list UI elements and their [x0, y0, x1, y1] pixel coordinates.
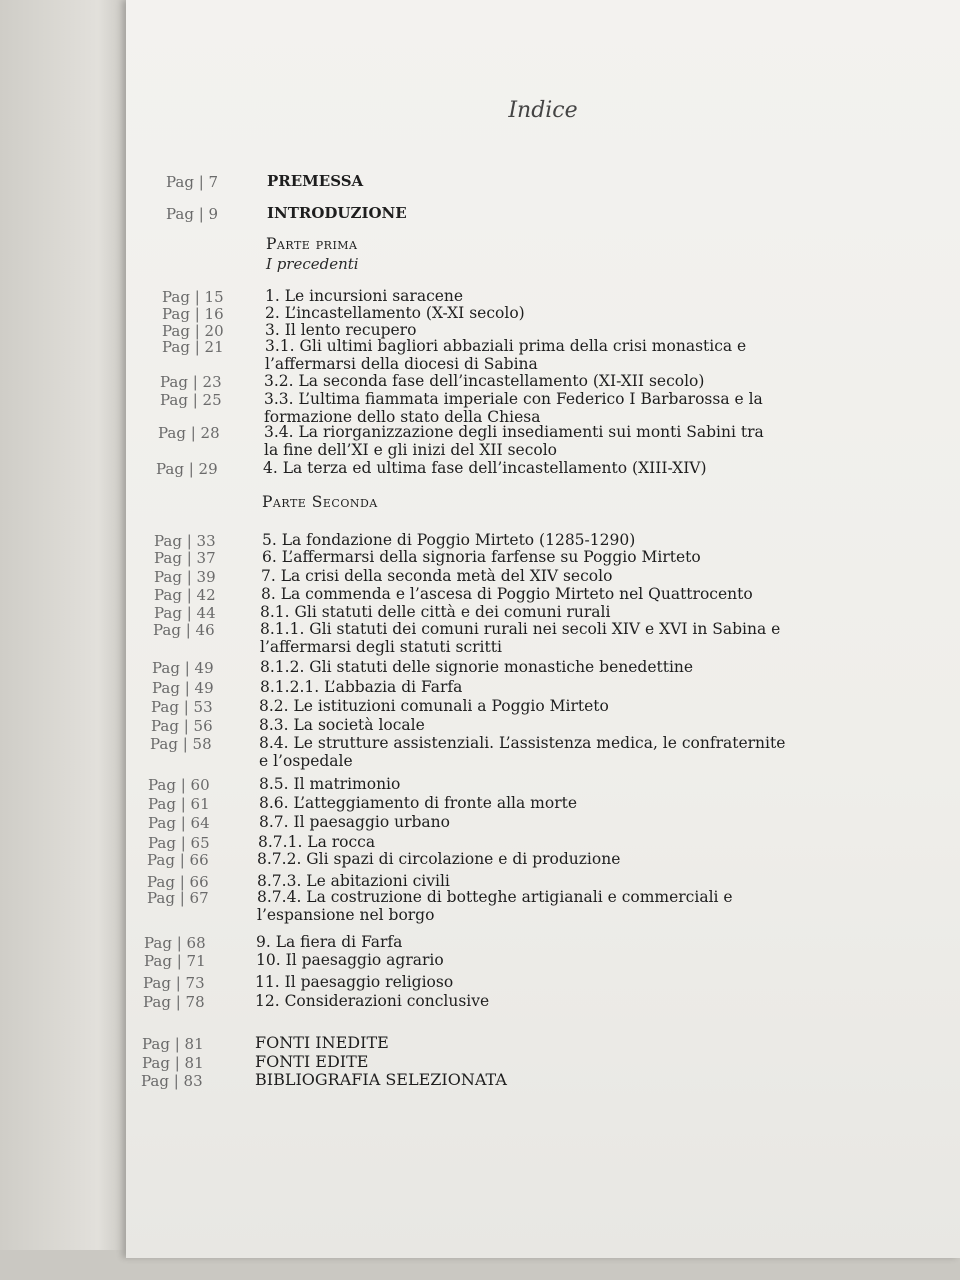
page-number: Pag | 44	[154, 604, 216, 622]
toc-entry	[265, 337, 746, 373]
toc-entry-line: 3.1. Gli ultimi bagliori abbaziali prima della crisi monastica e	[265, 337, 747, 355]
page-number: Pag | 7	[166, 173, 219, 191]
page-number: Pag | 25	[160, 391, 222, 409]
toc-entry-line: 11. Il paesaggio religioso	[255, 973, 454, 991]
toc-entry-line: 2. L’incastellamento (X-XI secolo)	[265, 304, 525, 322]
toc-entry	[255, 1053, 368, 1071]
toc-entry	[265, 287, 463, 305]
page-number: Pag | 81	[142, 1054, 204, 1072]
toc-entry-line: la fine dell’XI e gli inizi del XII secolo	[264, 441, 557, 459]
part-heading-prima: Parte prima	[266, 235, 358, 253]
toc-entry-line: 3.4. La riorganizzazione degli insediamenti sui monti Sabini tra	[264, 423, 764, 441]
toc-entry-line: 7. La crisi della seconda metà del XIV secolo	[261, 567, 613, 585]
toc-entry	[255, 992, 489, 1010]
toc-entry	[260, 603, 610, 621]
toc-entry	[261, 585, 753, 603]
toc-entry-line: 4. La terza ed ultima fase dell’incastellamento (XIII-XIV)	[263, 459, 707, 477]
part-subheading-prima: I precedenti	[266, 255, 359, 273]
toc-entry-line: 8.5. Il matrimonio	[259, 775, 401, 793]
page-number: Pag | 66	[147, 873, 209, 891]
page-number: Pag | 37	[154, 549, 216, 567]
toc-entry-line: e l’ospedale	[259, 752, 353, 770]
toc-entry-line: 8. La commenda e l’ascesa di Poggio Mirteto nel Quattrocento	[261, 585, 753, 603]
toc-entry-line: FONTI EDITE	[255, 1052, 369, 1071]
toc-entry	[255, 1071, 507, 1089]
toc-entry-line: 9. La fiera di Farfa	[256, 933, 403, 951]
toc-entry	[257, 888, 733, 924]
page-number: Pag | 73	[143, 974, 205, 992]
toc-entry	[267, 204, 407, 222]
toc-entry-line: 8.7.3. Le abitazioni civili	[257, 872, 450, 890]
toc-entry	[265, 304, 525, 322]
toc-entry-line: 3. Il lento recupero	[265, 321, 417, 339]
toc-entry-line: FONTI INEDITE	[255, 1033, 389, 1052]
page-number: Pag | 9	[166, 205, 219, 223]
page-number: Pag | 71	[144, 952, 206, 970]
toc-entry-line: PREMESSA	[267, 172, 364, 190]
page-number: Pag | 28	[158, 424, 220, 442]
toc-entry	[262, 548, 701, 566]
toc-entry	[264, 372, 704, 390]
toc-entry-line: 8.1.2. Gli statuti delle signorie monastiche benedettine	[260, 658, 694, 676]
toc-entry	[259, 716, 425, 734]
toc-entry-line: 8.1.2.1. L’abbazia di Farfa	[260, 678, 463, 696]
toc-entry	[259, 734, 785, 770]
page-number: Pag | 60	[148, 776, 210, 794]
toc-entry	[257, 850, 620, 868]
toc-entry	[262, 531, 635, 549]
page-number: Pag | 81	[142, 1035, 204, 1053]
page-number: Pag | 64	[148, 814, 210, 832]
toc-entry-line: 8.7.4. La costruzione di botteghe artigianali e commerciali e	[257, 888, 733, 906]
toc-entry-line: 8.4. Le strutture assistenziali. L’assistenza medica, le confraternite	[259, 734, 786, 752]
page-number: Pag | 53	[151, 698, 213, 716]
toc-entry	[259, 697, 609, 715]
page-number: Pag | 61	[148, 795, 210, 813]
page-number: Pag | 66	[147, 851, 209, 869]
page-number: Pag | 21	[162, 338, 224, 356]
toc-entry	[255, 973, 453, 991]
page-number: Pag | 33	[154, 532, 216, 550]
toc-entry-line: l’affermarsi della diocesi di Sabina	[265, 355, 538, 373]
toc-entry-line: 12. Considerazioni conclusive	[255, 992, 490, 1010]
toc-entry-line: BIBLIOGRAFIA SELEZIONATA	[255, 1070, 507, 1089]
page-number: Pag | 29	[156, 460, 218, 478]
toc-entry	[256, 933, 402, 951]
page-number: Pag | 42	[154, 586, 216, 604]
toc-entry	[261, 567, 612, 585]
page-number: Pag | 39	[154, 568, 216, 586]
toc-entry-line: 8.2. Le istituzioni comunali a Poggio Mirteto	[259, 697, 609, 715]
toc-entry-line: INTRODUZIONE	[267, 204, 407, 222]
page-number: Pag | 20	[162, 322, 224, 340]
page-number: Pag | 58	[150, 735, 212, 753]
toc-entry-line: 5. La fondazione di Poggio Mirteto (1285-1290)	[262, 531, 636, 549]
page-number: Pag | 67	[147, 889, 209, 907]
toc-entry	[259, 813, 450, 831]
toc-entry	[256, 951, 444, 969]
page-number: Pag | 49	[152, 659, 214, 677]
book-page	[126, 0, 960, 1258]
toc-entry	[260, 620, 780, 656]
toc-entry-line: l’espansione nel borgo	[257, 906, 435, 924]
toc-entry	[259, 794, 577, 812]
page-number: Pag | 16	[162, 305, 224, 323]
page-number: Pag | 46	[153, 621, 215, 639]
toc-entry-line: 10. Il paesaggio agrario	[256, 951, 444, 969]
part-heading-seconda: Parte Seconda	[262, 493, 378, 511]
toc-entry-line: 1. Le incursioni saracene	[265, 287, 464, 305]
toc-entry-line: 8.7. Il paesaggio urbano	[259, 813, 450, 831]
toc-entry-line: 6. L’affermarsi della signoria farfense su Poggio Mirteto	[262, 548, 701, 566]
toc-entry	[260, 678, 462, 696]
page-number: Pag | 15	[162, 288, 224, 306]
toc-entry-line: 3.2. La seconda fase dell’incastellamento (XI-XII secolo)	[264, 372, 705, 390]
toc-entry-line: formazione dello stato della Chiesa	[264, 408, 541, 426]
page-number: Pag | 78	[143, 993, 205, 1011]
toc-entry	[264, 390, 763, 426]
toc-entry-line: 8.7.2. Gli spazi di circolazione e di produzione	[257, 850, 621, 868]
toc-entry	[267, 172, 363, 190]
toc-entry-line: l’affermarsi degli statuti scritti	[260, 638, 502, 656]
background-surface	[0, 0, 140, 1280]
toc-entry-line: 8.3. La società locale	[259, 716, 425, 734]
page-number: Pag | 65	[148, 834, 210, 852]
page-number: Pag | 68	[144, 934, 206, 952]
page-number: Pag | 56	[151, 717, 213, 735]
toc-entry-line: 8.1. Gli statuti delle città e dei comuni rurali	[260, 603, 611, 621]
toc-entry	[258, 833, 375, 851]
toc-entry-line: 8.7.1. La rocca	[258, 833, 376, 851]
toc-entry	[259, 775, 400, 793]
page-number: Pag | 83	[141, 1072, 203, 1090]
page-number: Pag | 49	[152, 679, 214, 697]
toc-entry-line: 8.6. L’atteggiamento di fronte alla morte	[259, 794, 578, 812]
toc-entry-line: 8.1.1. Gli statuti dei comuni rurali nei secoli XIV e XVI in Sabina e	[260, 620, 781, 638]
page-number: Pag | 23	[160, 373, 222, 391]
toc-entry	[263, 459, 707, 477]
toc-entry	[260, 658, 693, 676]
index-title: Indice	[508, 98, 578, 123]
toc-entry	[255, 1034, 389, 1052]
toc-entry-line: 3.3. L’ultima fiammata imperiale con Federico I Barbarossa e la	[264, 390, 763, 408]
toc-entry	[264, 423, 764, 459]
